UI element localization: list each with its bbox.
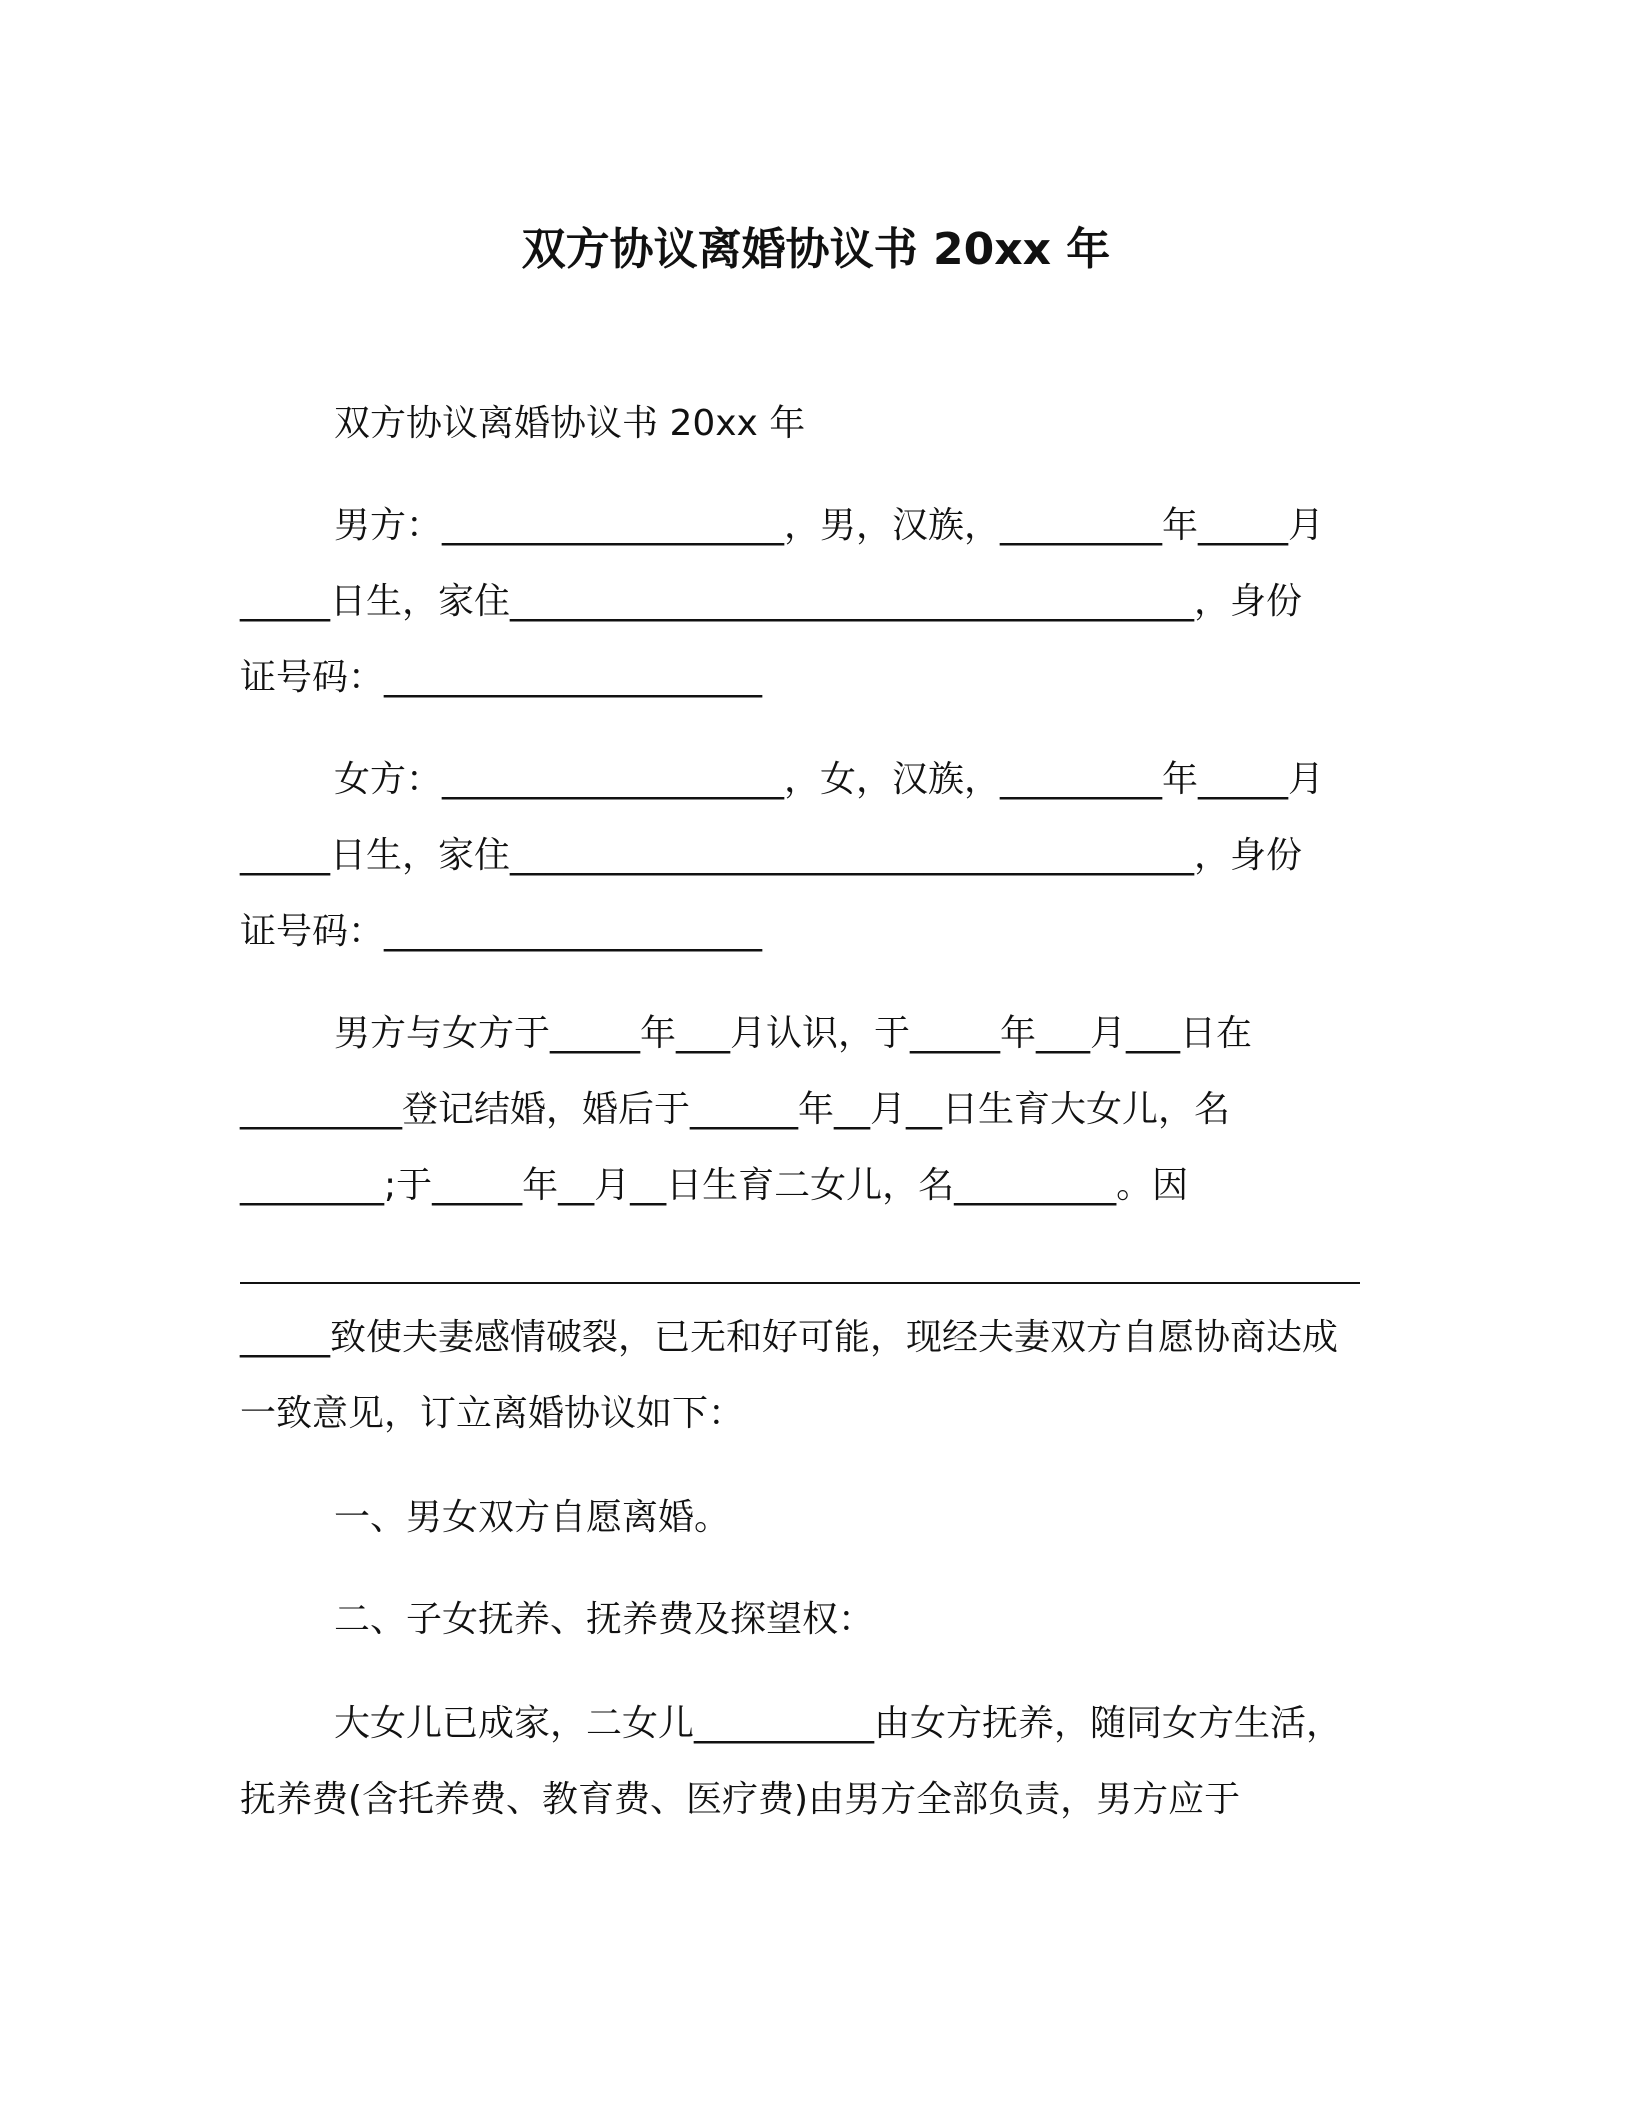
document-subtitle: 双方协议离婚协议书 20xx 年 bbox=[334, 403, 806, 444]
document-title: 双方协议离婚协议书 20xx 年 bbox=[521, 224, 1111, 275]
marriage-line-3: ________;于_____年__月__日生育二女儿，名_________。因 bbox=[240, 1165, 1189, 1206]
man-info-line-3: 证号码：_____________________ bbox=[240, 657, 763, 698]
woman-info-line-1: 女方：___________________，女，汉族，_________年_____月 bbox=[334, 759, 1325, 800]
marriage-line-5: _____致使夫妻感情破裂，已无和好可能，现经夫妻双方自愿协商达成 bbox=[240, 1317, 1339, 1358]
marriage-line-1: 男方与女方于_____年___月认识，于_____年___月___日在 bbox=[334, 1013, 1253, 1054]
clause-1: 一、男女双方自愿离婚。 bbox=[334, 1497, 731, 1538]
blank-reason-line bbox=[240, 1282, 1360, 1284]
custody-line-2: 抚养费(含托养费、教育费、医疗费)由男方全部负责，男方应于 bbox=[240, 1779, 1241, 1820]
clause-2: 二、子女抚养、抚养费及探望权： bbox=[334, 1599, 875, 1640]
woman-info-line-3: 证号码：_____________________ bbox=[240, 911, 763, 952]
custody-line-1: 大女儿已成家，二女儿__________由女方抚养，随同女方生活， bbox=[334, 1703, 1343, 1744]
marriage-line-2: _________登记结婚，婚后于______年__月__日生育大女儿，名 bbox=[240, 1089, 1231, 1130]
marriage-line-6: 一致意见，订立离婚协议如下： bbox=[240, 1393, 745, 1434]
woman-info-line-2: _____日生，家住______________________________________，身份 bbox=[240, 835, 1303, 876]
man-info-line-1: 男方：___________________，男，汉族，_________年_____月 bbox=[334, 505, 1325, 546]
man-info-line-2: _____日生，家住______________________________________，身份 bbox=[240, 581, 1303, 622]
